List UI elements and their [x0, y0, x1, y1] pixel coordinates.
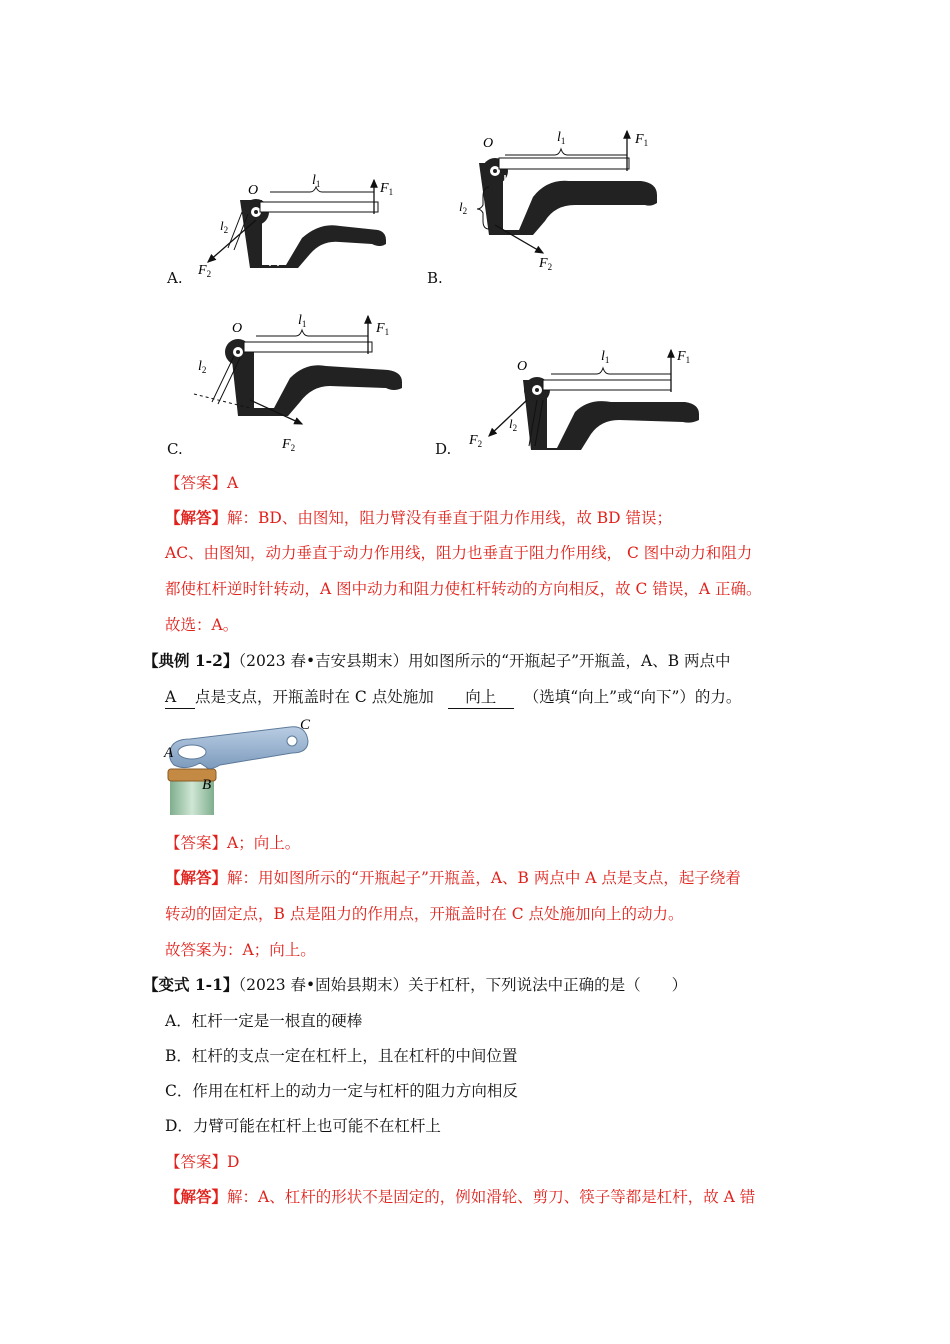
- force-label-f2: $F_2$: [282, 437, 296, 453]
- q2-blank-1: A: [165, 686, 195, 709]
- bottle-opener-figure: [160, 715, 320, 815]
- lever-diagram-a: [190, 170, 420, 280]
- force-label-f2: $F_2$: [469, 433, 483, 449]
- q2-explanation-line2: 转动的固定点，B 点是阻力的作用点，开瓶盖时在 C 点处施加向上的动力。: [165, 905, 684, 923]
- q3-option-d: D．力臂可能在杠杆上也可能不在杠杆上: [165, 1117, 441, 1135]
- q3-answer: 【答案】D: [165, 1153, 240, 1171]
- figure-d: [465, 340, 705, 455]
- q1-explanation-line3: 都使杠杆逆时针转动，A 图中动力和阻力使杠杆转动的方向相反，故 C 错误，A 正确。: [165, 580, 762, 598]
- figure-c-label: C.: [167, 440, 183, 458]
- q2-stem-line2: A 点是支点，开瓶盖时在 C 点处施加 向上 （选填“向上”或“向下”）的力。: [165, 686, 741, 709]
- figure-b: [455, 125, 675, 270]
- q1-answer: 【答案】A: [165, 474, 239, 492]
- arm-label-l2: $l_2$: [509, 416, 518, 433]
- point-c-label: C: [300, 717, 311, 733]
- q1-explanation-line2: AC、由图知，动力垂直于动力作用线，阻力也垂直于阻力作用线， C 图中动力和阻力: [165, 544, 753, 562]
- arm-label-l2: $l_2$: [198, 359, 207, 375]
- q2-stem-line1: 【典例 1-2】（2023 春•吉安县期末）用如图所示的“开瓶起子”开瓶盖，A、B 两点中: [143, 651, 731, 670]
- arm-label-l1: $l_1$: [298, 313, 307, 329]
- figure-c: [190, 308, 415, 458]
- q2-explanation-line3: 故答案为：A；向上。: [165, 941, 316, 959]
- pivot-label-o: O: [248, 183, 259, 198]
- figure-a: [190, 170, 420, 280]
- figure-a-label: A.: [167, 269, 183, 287]
- force-label-f1: $F_1$: [635, 132, 649, 148]
- arm-label-l2: $l_2$: [220, 218, 229, 235]
- point-a-label: A: [164, 745, 174, 761]
- figure-b-label: B.: [427, 269, 443, 287]
- lever-diagram-d: [465, 340, 705, 455]
- q3-option-a: A．杠杆一定是一根直的硬棒: [165, 1012, 363, 1030]
- arm-label-l1: $l_1$: [557, 130, 566, 146]
- pivot-label-o: O: [232, 321, 243, 336]
- q1-explanation-line1: 【解答】解：BD、由图知，阻力臂没有垂直于阻力作用线，故 BD 错误；: [165, 508, 673, 527]
- q3-stem: 【变式 1-1】（2023 春•固始县期末）关于杠杆，下列说法中正确的是（ ）: [143, 975, 688, 994]
- q3-explanation-line1: 【解答】解：A、杠杆的形状不是固定的，例如滑轮、剪刀、筷子等都是杠杆，故 A 错: [165, 1187, 756, 1206]
- pivot-label-o: O: [483, 136, 494, 151]
- q3-option-b: B．杠杆的支点一定在杠杆上，且在杠杆的中间位置: [165, 1047, 518, 1065]
- figure-d-label: D.: [435, 440, 452, 458]
- force-label-f2: $F_2$: [198, 263, 212, 279]
- q3-option-c: C．作用在杠杆上的动力一定与杠杆的阻力方向相反: [165, 1082, 518, 1100]
- arm-label-l1: $l_1$: [601, 349, 610, 365]
- force-label-f1: $F_1$: [677, 349, 691, 365]
- point-b-label: B: [202, 777, 212, 793]
- force-label-f1: $F_1$: [380, 181, 394, 197]
- force-label-f2: $F_2$: [539, 256, 553, 272]
- arm-label-l1: $l_1$: [312, 173, 321, 189]
- bottle-opener-diagram: [160, 715, 320, 815]
- q2-blank-2: 向上: [448, 686, 514, 709]
- force-label-f1: $F_1$: [376, 321, 390, 337]
- lever-diagram-b: [455, 125, 675, 270]
- q2-answer: 【答案】A；向上。: [165, 834, 301, 852]
- q1-explanation-line4: 故选：A。: [165, 616, 239, 634]
- pivot-label-o: O: [517, 359, 528, 374]
- arm-label-l2: $l_2$: [459, 199, 468, 216]
- q2-explanation-line1: 【解答】解：用如图所示的“开瓶起子”开瓶盖，A、B 两点中 A 点是支点，起子绕着: [165, 868, 741, 887]
- lever-diagram-c: [190, 308, 415, 458]
